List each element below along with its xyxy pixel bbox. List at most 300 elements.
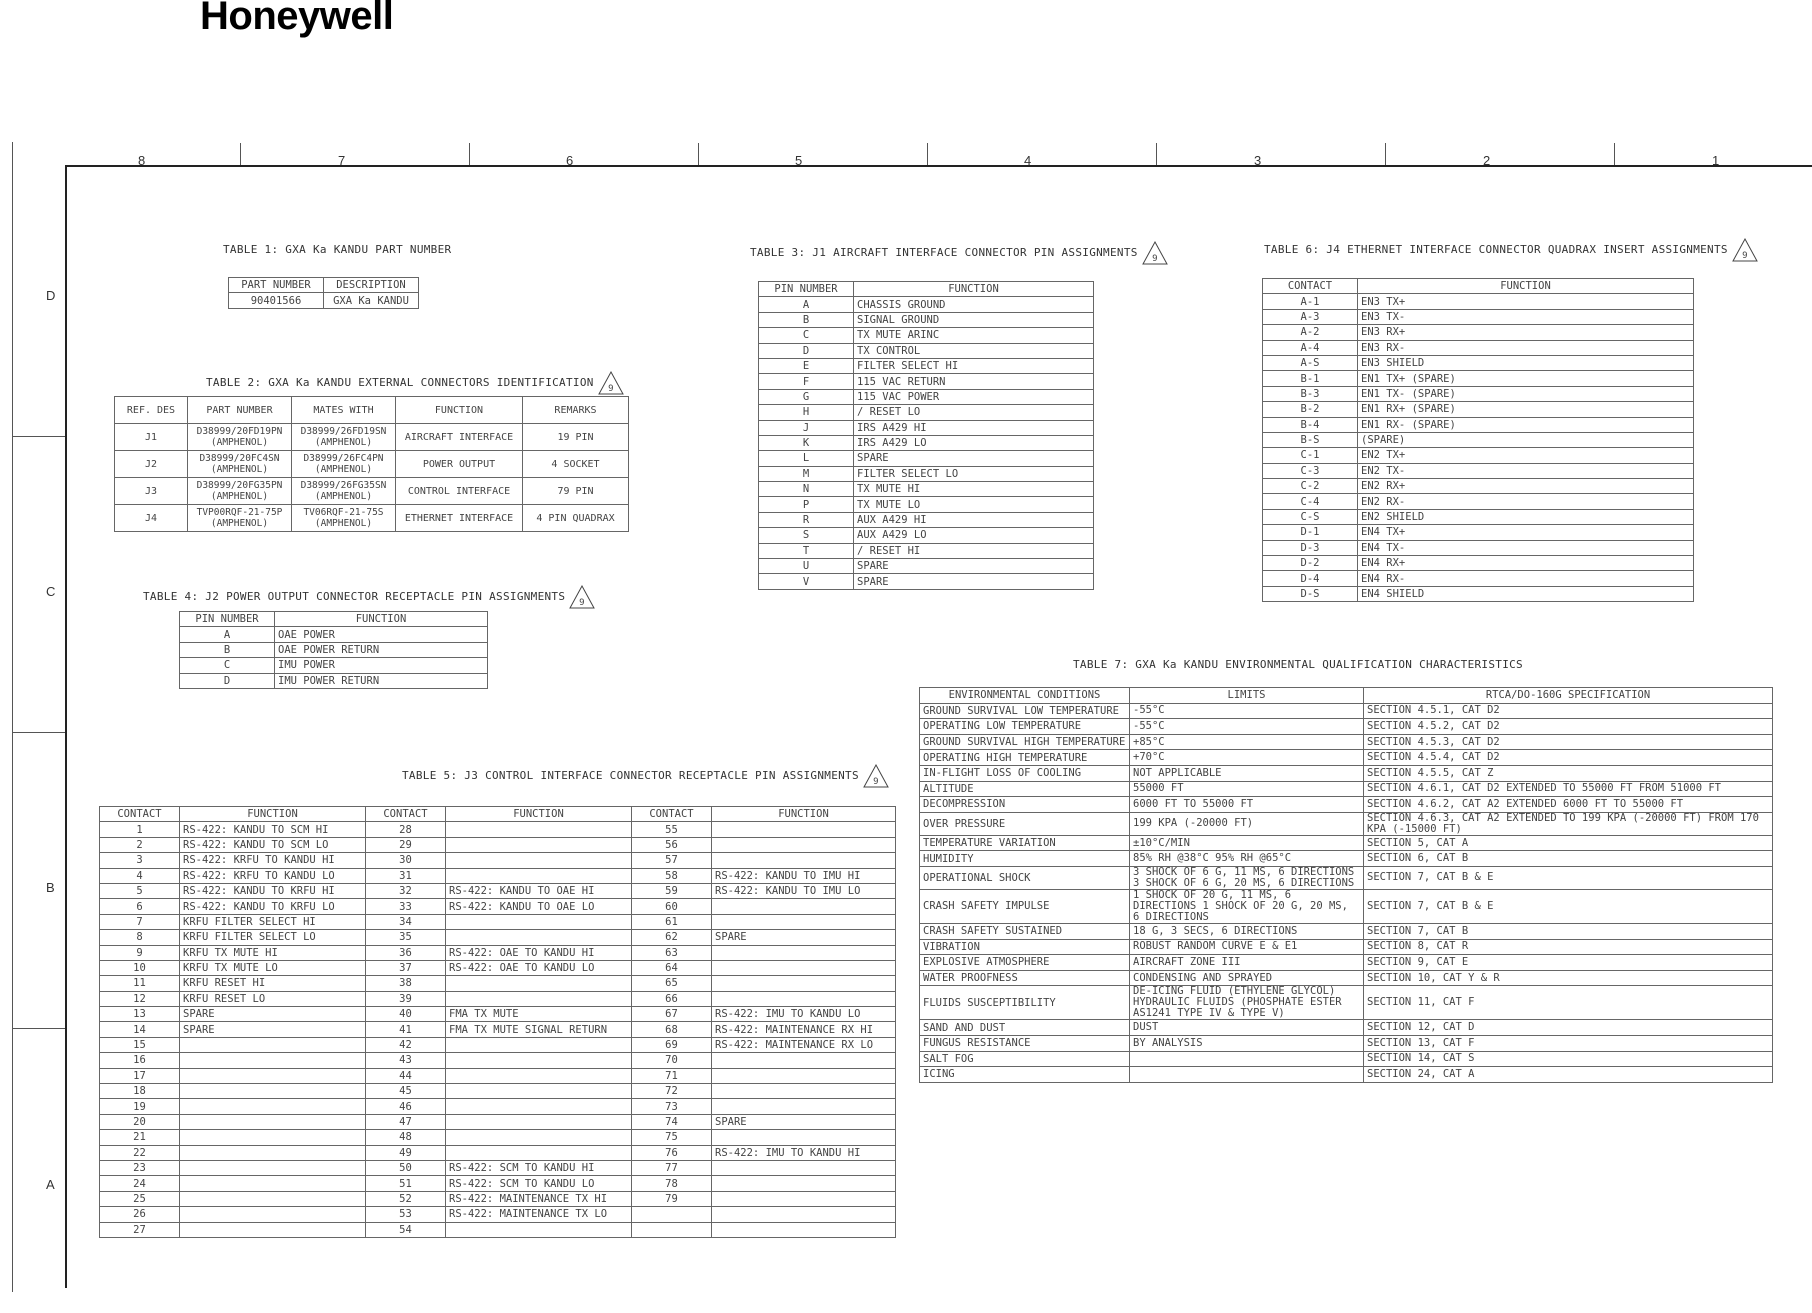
table-cell [180,1130,366,1145]
table-cell [446,837,632,852]
table-cell [446,868,632,883]
table1-title: TABLE 1: GXA Ka KANDU PART NUMBER [223,243,452,256]
table-cell: TX MUTE ARINC [854,328,1094,343]
table-cell: EXPLOSIVE ATMOSPHERE [920,955,1130,971]
table-row [759,451,1094,466]
table-cell: KRFU FILTER SELECT HI [180,914,366,929]
table-cell: C-3 [1263,463,1358,478]
table-cell [446,914,632,929]
table-cell: 42 [366,1037,446,1052]
table-cell: A-1 [1263,294,1358,309]
table-row [100,1084,896,1099]
table-cell: RS-422: KANDU TO KRFU HI [180,883,366,898]
table-cell: 61 [632,914,712,929]
table4-title [143,585,595,609]
table-cell: EN3 TX- [1358,309,1694,324]
table-cell: SECTION 4.6.3, CAT A2 EXTENDED TO 199 KPA (-20000 FT) FROM 170 KPA (-15000 FT) [1364,812,1773,835]
table-row [920,734,1773,750]
zone-label-col: 6 [566,153,574,168]
table-cell: 3 [100,853,180,868]
table-cell: SECTION 5, CAT A [1364,835,1773,851]
table-cell: +85°C [1130,734,1364,750]
table-row [1263,448,1694,463]
table-cell: D-3 [1263,540,1358,555]
table-cell: SECTION 4.5.2, CAT D2 [1364,719,1773,735]
table-cell: 10 [100,960,180,975]
table-cell: GXA Ka KANDU [324,293,419,308]
table-cell: RS-422: OAE TO KANDU HI [446,945,632,960]
table-cell: E [759,358,854,373]
table-cell: 60 [632,899,712,914]
table-cell: 18 G, 3 SECS, 6 DIRECTIONS [1130,923,1364,939]
table5-title [402,764,889,788]
table-row [100,960,896,975]
table-cell: CHASSIS GROUND [854,297,1094,312]
table-cell: 27 [100,1222,180,1237]
table-row [759,466,1094,481]
table-row [759,374,1094,389]
table-cell: SECTION 24, CAT A [1364,1067,1773,1083]
table-cell: B-4 [1263,417,1358,432]
table-cell [446,1084,632,1099]
table-cell: J4 [115,505,188,532]
table-cell: SECTION 12, CAT D [1364,1020,1773,1036]
table-cell: SPARE [854,451,1094,466]
table-row [100,976,896,991]
revision-number: 9 [1151,254,1158,264]
table-row [920,939,1773,955]
table-cell: RS-422: KRFU TO KANDU HI [180,853,366,868]
table-cell: / RESET HI [854,543,1094,558]
revision-triangle-icon [1732,238,1758,262]
table-cell: AUX A429 LO [854,528,1094,543]
table-cell: K [759,435,854,450]
table-cell: 62 [632,930,712,945]
table-cell: EN1 TX+ (SPARE) [1358,371,1694,386]
table-cell: 30 [366,853,446,868]
table-header: LIMITS [1130,688,1364,704]
table-cell: GROUND SURVIVAL LOW TEMPERATURE [920,703,1130,719]
table-row [1263,586,1694,601]
table-cell: 72 [632,1084,712,1099]
table-cell: SPARE [712,1114,896,1129]
table-cell: 19 [100,1099,180,1114]
table-cell [180,1145,366,1160]
table-cell: SECTION 6, CAT B [1364,851,1773,867]
table-cell: 74 [632,1114,712,1129]
table-cell: ROBUST RANDOM CURVE E & E1 [1130,939,1364,955]
table-cell [446,1068,632,1083]
table-header: FUNCTION [396,397,523,424]
table-cell [712,1130,896,1145]
table-cell [180,1160,366,1175]
table-cell: C-S [1263,509,1358,524]
table-cell: SPARE [712,930,896,945]
table-cell: -55°C [1130,703,1364,719]
table-cell: S [759,528,854,543]
table-row [180,658,488,673]
table-cell: OPERATING LOW TEMPERATURE [920,719,1130,735]
table-header: DESCRIPTION [324,278,419,293]
table-cell: 17 [100,1068,180,1083]
table-cell: EN2 RX- [1358,494,1694,509]
table-row [920,986,1773,1020]
j3-pin-assignments-table [99,806,896,1238]
table-cell: OAE POWER [275,627,488,642]
table-header: REF. DES [115,397,188,424]
table-row [1263,355,1694,370]
table-cell [446,1037,632,1052]
table-cell: CRASH SAFETY IMPULSE [920,889,1130,923]
table-cell: 69 [632,1037,712,1052]
revision-triangle-icon [1142,241,1168,265]
table-cell: SIGNAL GROUND [854,312,1094,327]
table-cell: 14 [100,1022,180,1037]
table-cell: RS-422: MAINTENANCE TX HI [446,1191,632,1206]
zone-tick [927,143,928,165]
table-cell: H [759,405,854,420]
table-cell: 44 [366,1068,446,1083]
table-cell: F [759,374,854,389]
table-cell: 20 [100,1114,180,1129]
table-cell: 40 [366,1007,446,1022]
table-header: REMARKS [523,397,629,424]
table-cell: FMA TX MUTE [446,1007,632,1022]
table-cell: SPARE [854,559,1094,574]
table-cell [446,822,632,837]
table-cell: 57 [632,853,712,868]
table-row [759,297,1094,312]
table-cell [712,914,896,929]
table-cell: SECTION 9, CAT E [1364,955,1773,971]
table-row [180,627,488,642]
table-row [1263,325,1694,340]
table-cell: 18 [100,1084,180,1099]
table-cell: 4 [100,868,180,883]
table-row [1263,509,1694,524]
table-header: CONTACT [100,807,180,822]
table-cell: OVER PRESSURE [920,812,1130,835]
table-cell: OPERATIONAL SHOCK [920,866,1130,889]
table-cell: DE-ICING FLUID (ETHYLENE GLYCOL) HYDRAULIC FLUIDS (PHOSPHATE ESTER AS1241 TYPE IV & TYPE V) [1130,986,1364,1020]
table-cell: 76 [632,1145,712,1160]
table-row [1263,571,1694,586]
table-cell: 16 [100,1053,180,1068]
table-cell: D-1 [1263,525,1358,540]
table-cell [446,853,632,868]
table-cell: RS-422: MAINTENANCE TX LO [446,1207,632,1222]
drawing-frame-top [65,165,1812,167]
table-row [759,312,1094,327]
table-row [920,1020,1773,1036]
table-cell: TX MUTE HI [854,482,1094,497]
table-cell: 6 [100,899,180,914]
table-cell [446,1222,632,1237]
table-row [100,1068,896,1083]
table-cell: / RESET LO [854,405,1094,420]
table-cell: D [180,673,275,688]
table-cell: RS-422: KANDU TO KRFU LO [180,899,366,914]
table-cell: DECOMPRESSION [920,797,1130,813]
zone-tick [1156,143,1157,165]
table-row [1263,294,1694,309]
table-header: FUNCTION [854,282,1094,297]
table-header: CONTACT [366,807,446,822]
table-cell: D-2 [1263,556,1358,571]
table-cell: C-4 [1263,494,1358,509]
table-row [100,1114,896,1129]
table-cell: SECTION 13, CAT F [1364,1035,1773,1051]
table-header: FUNCTION [180,807,366,822]
table-cell: 48 [366,1130,446,1145]
table-cell: D38999/20FC4SN (AMPHENOL) [188,451,292,478]
table-cell [180,1176,366,1191]
table-cell: CRASH SAFETY SUSTAINED [920,923,1130,939]
table-cell: 2 [100,837,180,852]
table-row [920,719,1773,735]
table-cell: EN2 TX- [1358,463,1694,478]
table-row [115,451,629,478]
table-cell: EN1 RX- (SPARE) [1358,417,1694,432]
table-cell [712,1207,896,1222]
table-row [759,528,1094,543]
table-cell: 78 [632,1176,712,1191]
table-cell: RS-422: KANDU TO IMU HI [712,868,896,883]
zone-label-col: 7 [338,153,346,168]
table-cell: HUMIDITY [920,851,1130,867]
table-cell: 13 [100,1007,180,1022]
table-row [920,797,1773,813]
table-cell: SECTION 14, CAT S [1364,1051,1773,1067]
table-cell [180,1207,366,1222]
table-cell: 73 [632,1099,712,1114]
table-row [115,424,629,451]
table-row [759,343,1094,358]
table-row [920,866,1773,889]
table5-title-text: TABLE 5: J3 CONTROL INTERFACE CONNECTOR RECEPTACLE PIN ASSIGNMENTS [402,769,859,782]
table-cell [712,991,896,1006]
table-cell: SECTION 4.5.4, CAT D2 [1364,750,1773,766]
zone-tick [698,143,699,165]
table-cell: 47 [366,1114,446,1129]
table-cell: EN3 SHIELD [1358,355,1694,370]
table-cell: A [759,297,854,312]
table-row [100,945,896,960]
table-cell [180,1191,366,1206]
table-cell: SECTION 8, CAT R [1364,939,1773,955]
table-cell: 8 [100,930,180,945]
revision-number: 9 [579,598,586,608]
table-row [1263,402,1694,417]
table-cell: 64 [632,960,712,975]
table-cell: SALT FOG [920,1051,1130,1067]
table-cell: J1 [115,424,188,451]
table-cell: J3 [115,478,188,505]
table-cell: 55 [632,822,712,837]
table-row [759,389,1094,404]
table-cell: 23 [100,1160,180,1175]
table-cell: 90401566 [229,293,324,308]
table-cell: KRFU FILTER SELECT LO [180,930,366,945]
table-cell: IN-FLIGHT LOSS OF COOLING [920,765,1130,781]
table-cell [180,1068,366,1083]
table-cell: 199 KPA (-20000 FT) [1130,812,1364,835]
table-cell: 24 [100,1176,180,1191]
table-cell [712,1160,896,1175]
table-cell: SECTION 10, CAT Y & R [1364,970,1773,986]
table-cell: RS-422: KANDU TO IMU LO [712,883,896,898]
table-cell: OPERATING HIGH TEMPERATURE [920,750,1130,766]
drawing-frame-left [65,165,67,1288]
table-cell: B-2 [1263,402,1358,417]
table-row [920,812,1773,835]
zone-label-col: 5 [795,153,803,168]
table-cell: 15 [100,1037,180,1052]
table-row [920,750,1773,766]
table-cell: B [180,642,275,657]
table-row [1263,556,1694,571]
zone-tick [12,436,65,437]
table-cell: V [759,574,854,589]
table-row [100,1130,896,1145]
table-row [920,765,1773,781]
table-cell: T [759,543,854,558]
zone-tick [469,143,470,165]
table-row [100,1037,896,1052]
table-cell [446,976,632,991]
table-cell: SECTION 4.6.1, CAT D2 EXTENDED TO 55000 FT FROM 51000 FT [1364,781,1773,797]
table-cell: 59 [632,883,712,898]
table-row [920,703,1773,719]
table-header: PART NUMBER [188,397,292,424]
table-cell: DUST [1130,1020,1364,1036]
table-cell [180,1037,366,1052]
table-cell [1130,1051,1364,1067]
table-row [1263,525,1694,540]
table-row [920,1051,1773,1067]
table-cell: TVP00RQF-21-75P (AMPHENOL) [188,505,292,532]
table-cell [712,960,896,975]
table-cell: ALTITUDE [920,781,1130,797]
table-cell: 35 [366,930,446,945]
table-cell: 28 [366,822,446,837]
table-cell: SECTION 4.5.5, CAT Z [1364,765,1773,781]
zone-label-row: C [46,584,56,599]
table-cell [712,837,896,852]
table-cell: 22 [100,1145,180,1160]
table-cell [712,822,896,837]
table-cell: D38999/20FD19PN (AMPHENOL) [188,424,292,451]
table-cell [712,1068,896,1083]
table-cell: C-1 [1263,448,1358,463]
table-row [100,822,896,837]
table-row [759,358,1094,373]
table-cell: TEMPERATURE VARIATION [920,835,1130,851]
table-cell: 39 [366,991,446,1006]
table-cell: B [759,312,854,327]
table-cell: D-4 [1263,571,1358,586]
table-cell: RS-422: OAE TO KANDU LO [446,960,632,975]
table-cell [712,1053,896,1068]
table-cell: 56 [632,837,712,852]
table-cell: C-2 [1263,479,1358,494]
table-row [1263,417,1694,432]
table-cell: CONTROL INTERFACE [396,478,523,505]
table-cell: WATER PROOFNESS [920,970,1130,986]
table-cell: P [759,497,854,512]
table-cell: ±10°C/MIN [1130,835,1364,851]
table-cell [712,1084,896,1099]
table-cell: U [759,559,854,574]
table-cell: KRFU TX MUTE HI [180,945,366,960]
table6-title-text: TABLE 6: J4 ETHERNET INTERFACE CONNECTOR QUADRAX INSERT ASSIGNMENTS [1264,243,1728,256]
table-row [100,837,896,852]
table-cell: D38999/20FG35PN (AMPHENOL) [188,478,292,505]
table-cell: D [759,343,854,358]
zone-tick [1614,143,1615,165]
table-cell [712,1222,896,1237]
zone-label-col: 1 [1712,153,1720,168]
table-cell: RS-422: KANDU TO SCM LO [180,837,366,852]
part-number-table [228,277,419,309]
table-cell [180,1099,366,1114]
table-row [100,1022,896,1037]
table-cell [1130,1067,1364,1083]
table-cell: A-2 [1263,325,1358,340]
table-cell: RS-422: SCM TO KANDU LO [446,1176,632,1191]
table-row [100,930,896,945]
table-cell: B-3 [1263,386,1358,401]
table-cell: 63 [632,945,712,960]
table-cell [180,1053,366,1068]
table-cell: GROUND SURVIVAL HIGH TEMPERATURE [920,734,1130,750]
table-row [920,970,1773,986]
table-cell: 25 [100,1191,180,1206]
table-cell: RS-422: SCM TO KANDU HI [446,1160,632,1175]
table-cell: 3 SHOCK OF 6 G, 11 MS, 6 DIRECTIONS 3 SHOCK OF 6 G, 20 MS, 6 DIRECTIONS [1130,866,1364,889]
table-cell [446,1114,632,1129]
table-cell: J [759,420,854,435]
zone-tick [12,1028,65,1029]
table-cell [712,1176,896,1191]
table-cell: 36 [366,945,446,960]
external-connectors-table [114,396,629,532]
table-cell: 37 [366,960,446,975]
table-row [759,574,1094,589]
table-cell: CONDENSING AND SPRAYED [1130,970,1364,986]
table-row [920,851,1773,867]
table-cell: EN4 TX- [1358,540,1694,555]
table-cell: KRFU RESET HI [180,976,366,991]
table-row [1263,432,1694,447]
table-cell: 32 [366,883,446,898]
table-cell: 85% RH @38°C 95% RH @65°C [1130,851,1364,867]
table-cell [446,991,632,1006]
table-cell: 67 [632,1007,712,1022]
table-cell: 68 [632,1022,712,1037]
revision-triangle-icon [569,585,595,609]
zone-label-row: A [46,1177,55,1192]
table-cell: RS-422: MAINTENANCE RX HI [712,1022,896,1037]
table-cell [180,1114,366,1129]
table7-title: TABLE 7: GXA Ka KANDU ENVIRONMENTAL QUALIFICATION CHARACTERISTICS [1073,658,1523,671]
table-cell: 52 [366,1191,446,1206]
table-cell: SPARE [854,574,1094,589]
table-cell [446,1053,632,1068]
table-cell: SPARE [180,1007,366,1022]
table-header: MATES WITH [292,397,396,424]
table3-title [750,241,1168,265]
